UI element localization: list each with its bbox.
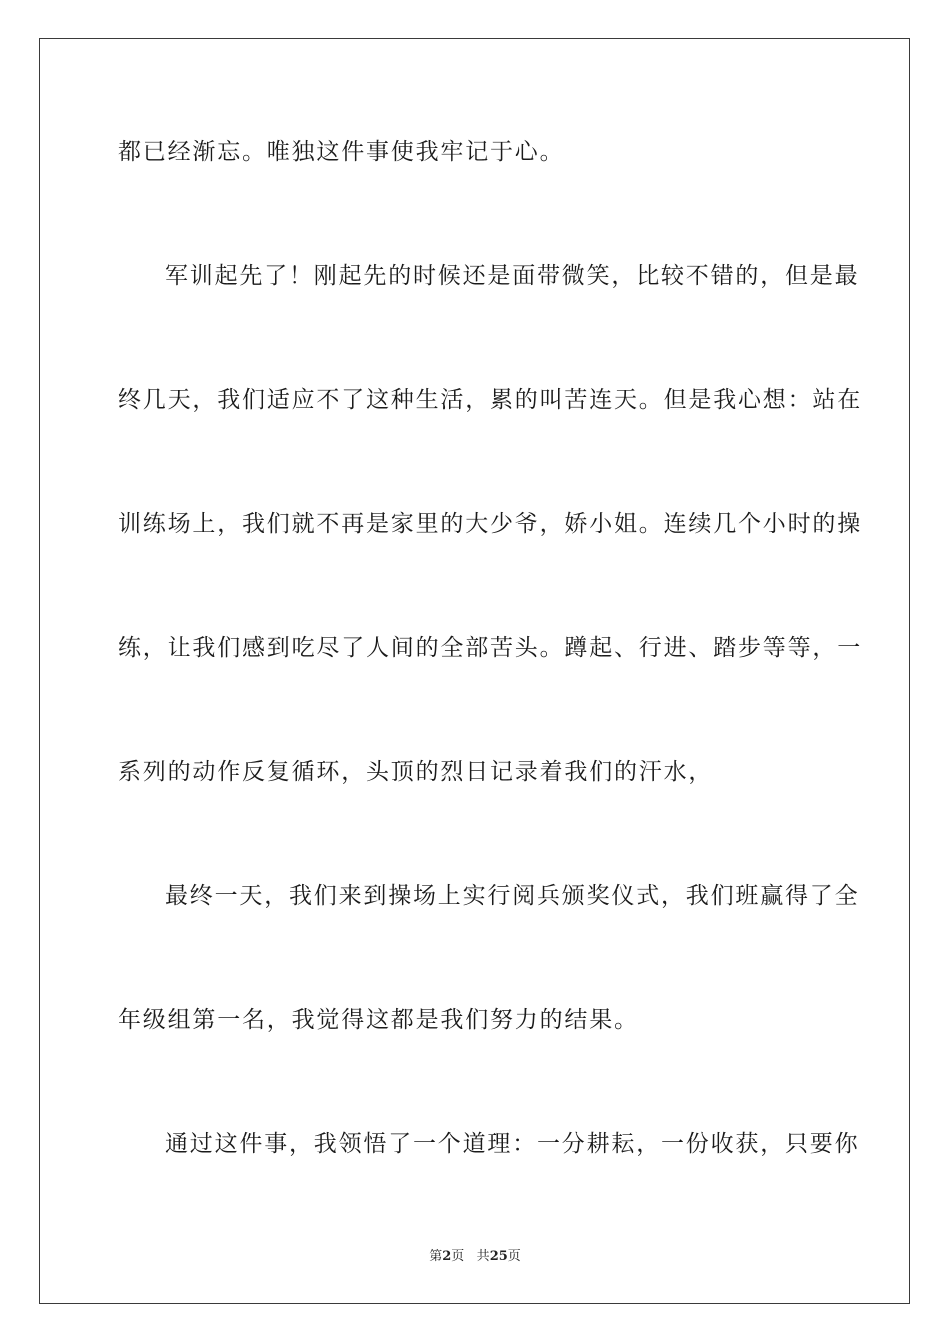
- page-suffix: 页: [451, 1249, 465, 1264]
- total-suffix: 页: [507, 1249, 521, 1264]
- paragraph-line: 终几天，我们适应不了这种生活，累的叫苦连天。但是我心想：站在: [118, 387, 862, 413]
- paragraph-line: 通过这件事，我领悟了一个道理：一分耕耘，一份收获，只要你: [165, 1131, 860, 1157]
- page-border: [39, 38, 910, 1304]
- total-prefix: 共: [476, 1249, 490, 1264]
- paragraph-line: 系列的动作反复循环，头顶的烈日记录着我们的汗水，: [118, 759, 714, 785]
- paragraph-line: 都已经渐忘。唯独这件事使我牢记于心。: [118, 139, 565, 165]
- page-number: 2: [442, 1249, 452, 1264]
- total-pages: 25: [489, 1249, 508, 1264]
- paragraph-line: 练，让我们感到吃尽了人间的全部苦头。蹲起、行进、踏步等等，一: [118, 635, 862, 661]
- page-prefix: 第: [429, 1249, 443, 1264]
- paragraph-line: 最终一天，我们来到操场上实行阅兵颁奖仪式，我们班赢得了全: [165, 883, 860, 909]
- page-footer: [0, 1249, 950, 1265]
- paragraph-line: 训练场上，我们就不再是家里的大少爷，娇小姐。连续几个小时的操: [118, 511, 862, 537]
- paragraph-line: 年级组第一名，我觉得这都是我们努力的结果。: [118, 1007, 639, 1033]
- paragraph-line: 军训起先了！刚起先的时候还是面带微笑，比较不错的，但是最: [165, 263, 860, 289]
